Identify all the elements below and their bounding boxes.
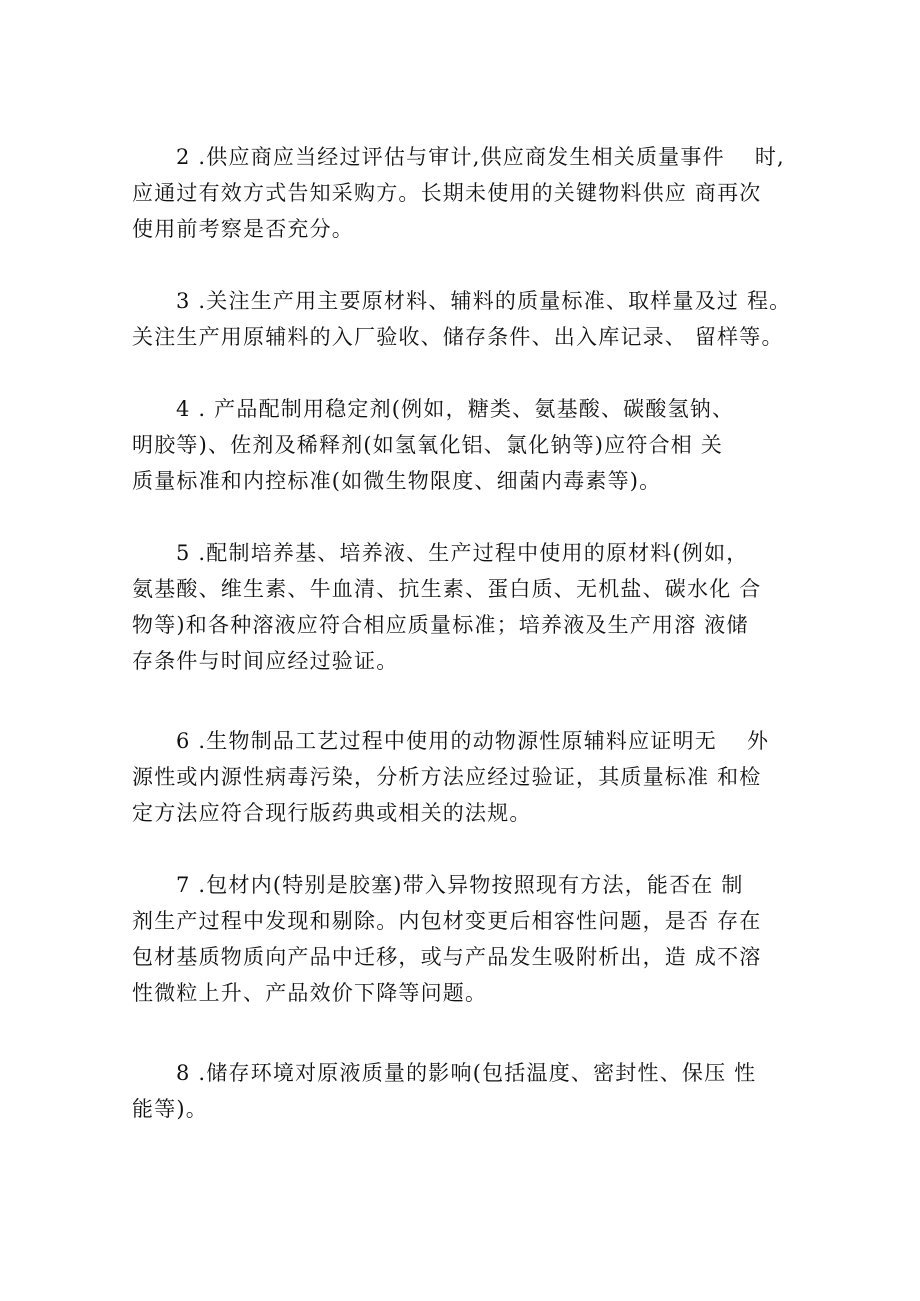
- paragraph-line: 2 .供应商应当经过评估与审计,供应商发生相关质量事件 时,: [176, 145, 785, 169]
- paragraph-line: 5 .配制培养基、培养液、生产过程中使用的原材料(例如，: [176, 541, 749, 565]
- paragraph-line: 6 .生物制品工艺过程中使用的动物源性原辅料应证明无 外: [176, 729, 770, 753]
- paragraph-7: [132, 867, 792, 1011]
- paragraph-line: 应通过有效方式告知采购方。长期未使用的关键物料供应 商再次: [132, 181, 762, 205]
- paragraph-line: 使用前考察是否充分。: [132, 217, 354, 241]
- paragraph-8: [132, 1055, 792, 1127]
- paragraph-line: 3 .关注生产用主要原材料、辅料的质量标准、取样量及过 程。: [176, 289, 792, 313]
- paragraph-line: 质量标准和内控标准(如微生物限度、细菌内毒素等)。: [132, 469, 662, 493]
- paragraph-line: 能等)。: [132, 1097, 208, 1121]
- paragraph-line: 关注生产用原辅料的入厂验收、储存条件、出入库记录、 留样等。: [132, 325, 784, 349]
- paragraph-6: [132, 723, 792, 831]
- paragraph-line: 性微粒上升、产品效价下降等问题。: [132, 981, 488, 1005]
- paragraph-line: 剂生产过程中发现和剔除。内包材变更后相容性问题，是否 存在: [132, 909, 762, 933]
- paragraph-5: [132, 535, 792, 679]
- paragraph-line: 明胶等)、佐剂及稀释剂(如氢氧化铝、氯化钠等)应符合相 关: [132, 433, 724, 457]
- paragraph-line: 物等)和各种溶液应符合相应质量标准；培养液及生产用溶 液储: [132, 613, 749, 637]
- paragraph-line: 4 . 产品配制用稳定剂(例如，糖类、氨基酸、碳酸氢钠、: [176, 397, 735, 421]
- paragraph-3: [132, 283, 792, 355]
- paragraph-2: [132, 139, 792, 247]
- paragraph-line: 氨基酸、维生素、牛血清、抗生素、蛋白质、无机盐、碳水化 合: [132, 577, 762, 601]
- paragraph-line: 源性或内源性病毒污染，分析方法应经过验证，其质量标准 和检: [132, 765, 762, 789]
- paragraph-line: 7 .包材内(特别是胶塞)带入异物按照现有方法，能否在 制: [176, 873, 744, 897]
- paragraph-line: 包材基质物质向产品中迁移，或与产品发生吸附析出，造 成不溶: [132, 945, 762, 969]
- paragraph-line: 定方法应符合现行版药典或相关的法规。: [132, 801, 532, 825]
- paragraph-4: [132, 391, 792, 499]
- paragraph-line: 存条件与时间应经过验证。: [132, 649, 399, 673]
- paragraph-line: 8 .储存环境对原液质量的影响(包括温度、密封性、保压 性: [176, 1061, 757, 1085]
